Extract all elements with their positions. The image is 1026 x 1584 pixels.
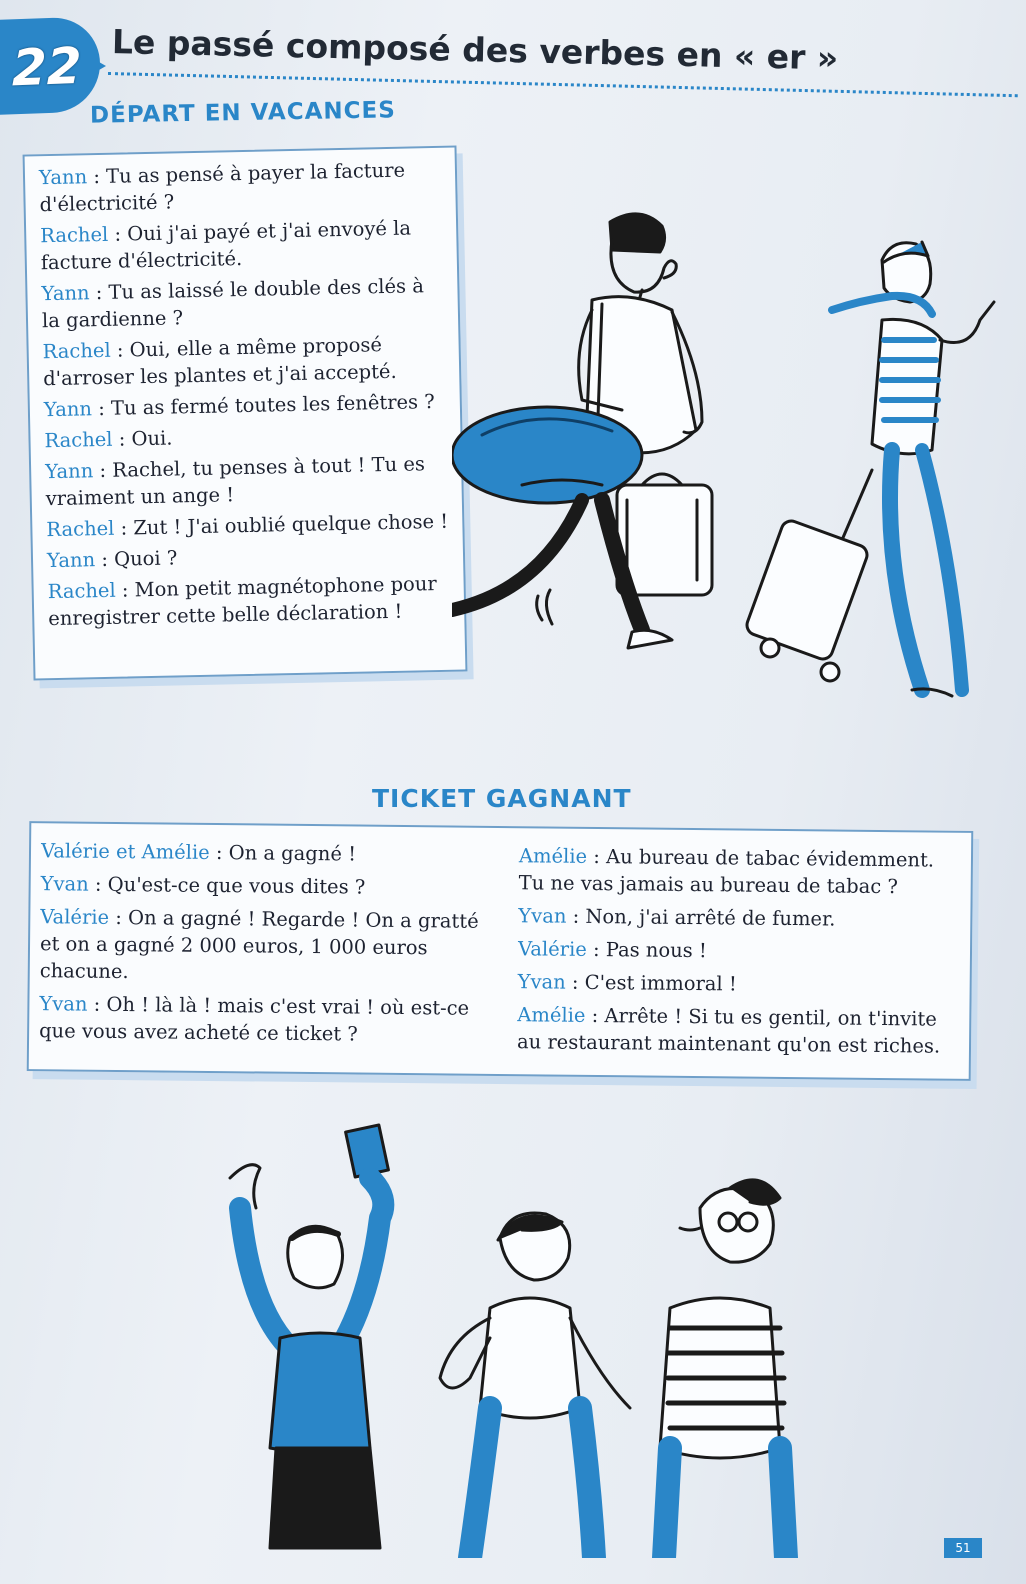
speaker-name: Rachel [47, 578, 116, 604]
line-text: Oh ! là là ! mais c'est vrai ! où est-ce que vous avez acheté ce ticket ? [39, 992, 470, 1046]
line-text: Zut ! J'ai oublié quelque chose ! [133, 509, 449, 540]
line-text: Arrête ! Si tu es gentil, on t'invite au restaurant maintenant qu'on est riches. [516, 1004, 941, 1058]
speaker-name: Yann [44, 459, 94, 484]
line-text: Tu as pensé à payer la facture d'électricité ? [39, 158, 406, 217]
line-text: Qu'est-ce que vous dites ? [107, 872, 366, 899]
dialogue-box-ticket [27, 821, 974, 1081]
man-with-glasses [660, 1180, 786, 1558]
speaker-name: Rachel [44, 427, 113, 453]
dialogue-line: Valérie et Amélie : On a gagné ! [40, 839, 357, 866]
speaker-name: Amélie [518, 844, 588, 868]
speaker-name: Rachel [46, 516, 115, 542]
page-title: Le passé composé des verbes en « er » [111, 22, 839, 78]
dialogue-line: Yann : Rachel, tu penses à tout ! Tu es vraiment un ange ! [44, 452, 426, 511]
section-heading-depart: DÉPART EN VACANCES [89, 97, 397, 129]
line-text: Non, j'ai arrêté de fumer. [585, 904, 836, 931]
dialogue-line: Yann : Tu as pensé à payer la facture d'électricité ? [38, 158, 406, 217]
man-with-bags [452, 214, 712, 648]
dialogue-line: Yvan : C'est immoral ! [517, 970, 737, 996]
dialogue-line: Rachel : Oui. [44, 426, 173, 453]
speaker-name: Rachel [40, 222, 109, 248]
travellers-illustration [452, 200, 1022, 715]
speaker-name: Valérie [517, 937, 587, 961]
line-text: Tu as fermé toutes les fenêtres ? [110, 390, 435, 420]
dialogue-column-left [39, 837, 496, 1055]
dialogue-line: Amélie : Arrête ! Si tu es gentil, on t'invite au restaurant maintenant qu'on est riches. [516, 1003, 941, 1058]
dialogue-line: Valérie : On a gagné ! Regarde ! On a gratté et on a gagné 2 000 euros, 1 000 euros chacune. [39, 905, 479, 984]
dialogue-line: Rachel : Mon petit magnétophone pour enregistrer cette belle déclaration ! [47, 572, 437, 631]
dialogue-line: Rachel : Oui, elle a même proposé d'arroser les plantes et j'ai accepté. [42, 333, 397, 391]
speaker-name: Rachel [42, 338, 111, 364]
speaker-name: Yann [43, 397, 93, 422]
line-text: Tu as laissé le double des clés à la gardienne ? [41, 274, 425, 333]
line-text: Pas nous ! [605, 938, 707, 963]
speaker-name: Yann [38, 165, 88, 190]
line-text: On a gagné ! [228, 841, 357, 866]
line-text: Au bureau de tabac évidemment. Tu ne vas jamais au bureau de tabac ? [518, 845, 935, 899]
line-text: Quoi ? [113, 546, 178, 571]
line-text: Mon petit magnétophone pour enregistrer cette belle déclaration ! [48, 572, 437, 631]
dialogue-line: Rachel : Oui j'ai payé et j'ai envoyé la facture d'électricité. [40, 216, 412, 275]
dialogue-line: Yvan : Oh ! là là ! mais c'est vrai ! où est-ce que vous avez acheté ce ticket ? [39, 992, 470, 1046]
speaker-name: Yvan [39, 992, 88, 1016]
line-text: Oui. [131, 426, 173, 451]
dialogue-line: Yvan : Non, j'ai arrêté de fumer. [518, 904, 836, 931]
page-number: 51 [944, 1538, 982, 1558]
dialogue-depart [39, 156, 453, 636]
dialogue-column-right [517, 842, 959, 1066]
speaker-name: Yvan [40, 872, 89, 896]
woman-holding-ticket [230, 1125, 388, 1548]
speaker-name: Yvan [518, 904, 567, 928]
dialogue-line: Yvan : Qu'est-ce que vous dites ? [40, 872, 366, 899]
dialogue-line: Rachel : Zut ! J'ai oublié quelque chose ! [46, 509, 449, 542]
speaker-name: Yvan [517, 970, 566, 994]
woman-with-suitcase [744, 242, 994, 696]
dialogue-line: Valérie : Pas nous ! [517, 937, 707, 963]
line-text: Rachel, tu penses à tout ! Tu es vraiment un ange ! [45, 452, 426, 511]
badge-arrow-icon [92, 58, 106, 74]
section-heading-ticket: TICKET GAGNANT [372, 784, 632, 813]
speaker-name: Amélie [517, 1003, 586, 1027]
dialogue-line: Yann : Tu as fermé toutes les fenêtres ? [43, 390, 435, 422]
speaker-name: Valérie [40, 905, 110, 929]
speaker-name: Yann [46, 548, 96, 573]
dialogue-box-depart [23, 146, 468, 681]
woman-cheering [440, 1213, 630, 1558]
speaker-name: Yann [41, 281, 90, 306]
line-text: On a gagné ! Regarde ! On a gratté et on a gagné 2 000 euros, 1 000 euros chacune. [39, 906, 479, 984]
chapter-number: 22 [12, 36, 82, 98]
dialogue-line: Yann : Quoi ? [46, 546, 178, 573]
line-text: Oui, elle a même proposé d'arroser les plantes et j'ai accepté. [42, 333, 397, 391]
line-text: Oui j'ai payé et j'ai envoyé la facture d'électricité. [40, 216, 412, 275]
line-text: C'est immoral ! [584, 970, 737, 996]
dialogue-line: Yann : Tu as laissé le double des clés à la gardienne ? [41, 274, 425, 333]
winners-illustration [200, 1118, 820, 1558]
speaker-name: Valérie et Amélie [40, 839, 210, 864]
dialogue-line: Amélie : Au bureau de tabac évidemment. Tu ne vas jamais au bureau de tabac ? [518, 844, 935, 899]
